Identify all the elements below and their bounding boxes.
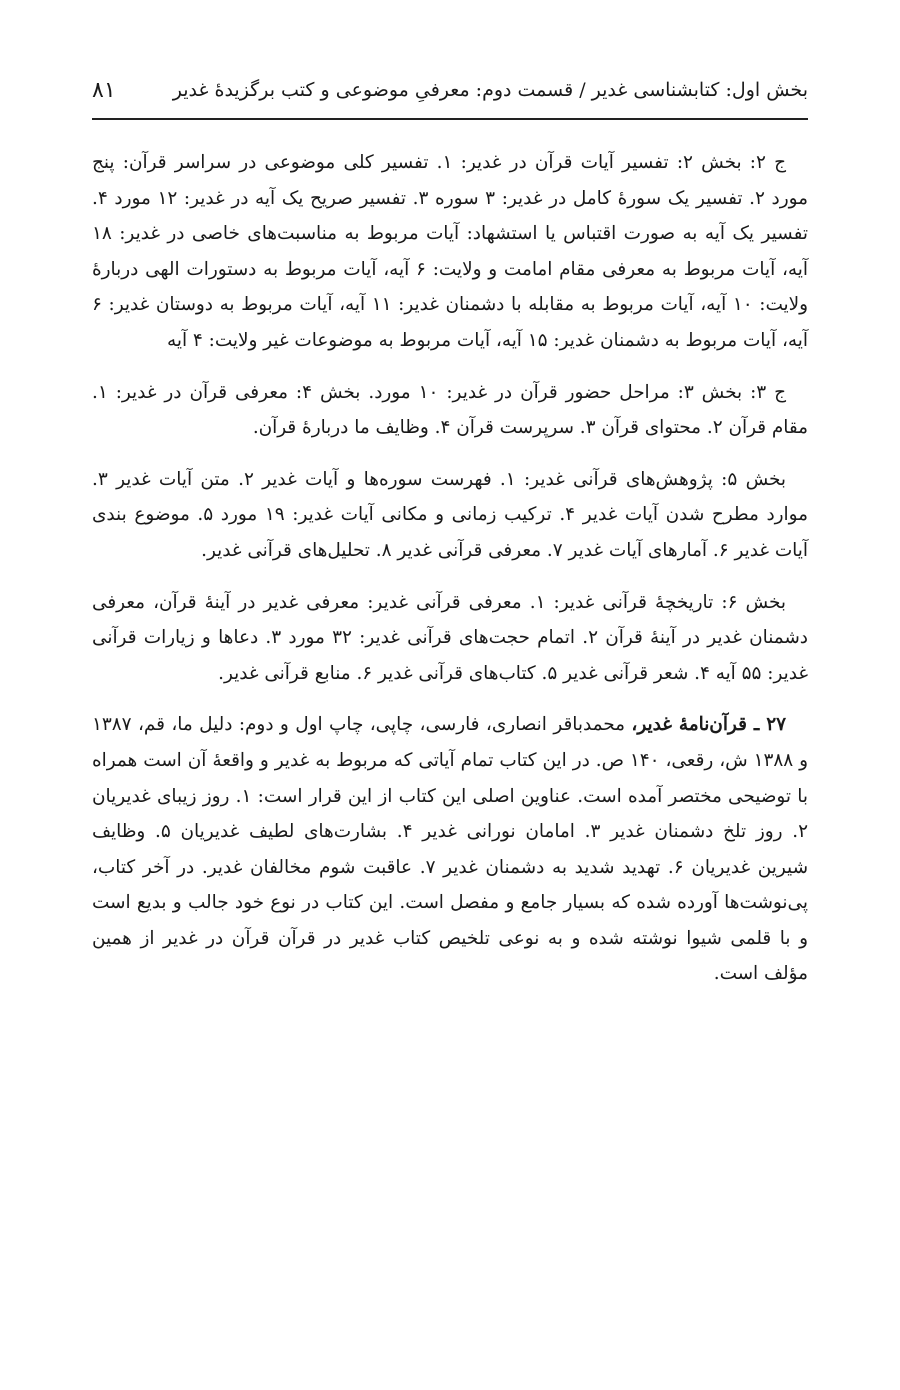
bibliography-entry-27	[92, 707, 808, 992]
page-body	[92, 145, 808, 1008]
entry-heading: ۲۷ ـ قرآن‌نامۀ غدیر،	[631, 714, 786, 736]
running-header-title: بخش اول: کتابشناسی غدیر / قسمت دوم: معرفیِ موضوعی و کتب برگزیدۀ غدیر	[172, 79, 808, 101]
running-header	[92, 72, 808, 108]
paragraph-volume-3	[92, 375, 808, 446]
paragraph-volume-2	[92, 145, 808, 359]
paragraph-text: بخش ۵: پژوهش‌های قرآنی غدیر: ۱. فهرست سوره‌ها و آیات غدیر ۲. متن آیات غدیر ۳. موارد مطرح شدن آیات غدیر ۴. ترکیب زمانی و مکانی آیات غدیر: ۱۹ مورد ۵. موضوع بندی آیات غدیر ۶. آمارهای آیات غدیر ۷. معرفی قرآنی غدیر ۸. تحلیل‌های قرآنی غدیر.	[92, 468, 808, 561]
paragraph-text: ج ۲: بخش ۲: تفسیر آیات قرآن در غدیر: ۱. تفسیر کلی موضوعی در سراسر قرآن: پنج مورد ۲. تفسیر یک سورۀ کامل در غدیر: ۳ سوره ۳. تفسیر صریح یک آیه در غدیر: ۱۲ مورد ۴. تفسیر یک آیه به صورت اقتباس یا استشهاد: آیات مربوط به مناسبت‌های خاصی در غدیر: ۱۸ آیه، آیات مربوط به معرفی مقام امامت و ولایت: ۶ آیه، آیات مربوط به دستورات الهی دربارۀ ولایت: ۱۰ آیه، آیات مربوط به مقابله با دشمنان غدیر: ۱۱ آیه، آیات مربوط به دوستان غدیر: ۶ آیه، آیات مربوط به دشمنان غدیر: ۱۵ آیه، آیات مربوط به موضوعات غیر ولایت: ۴ آیه	[92, 152, 808, 351]
paragraph-text: ج ۳: بخش ۳: مراحل حضور قرآن در غدیر: ۱۰ مورد. بخش ۴: معرفی قرآن در غدیر: ۱. مقام قرآن ۲. محتوای قرآن ۳. سرپرست قرآن ۴. وظایف ما دربارۀ قرآن.	[92, 381, 808, 439]
paragraph-text: بخش ۶: تاریخچۀ قرآنی غدیر: ۱. معرفی قرآنی غدیر: معرفی غدیر در آینۀ قرآن، معرفی دشمنان غدیر در آینۀ قرآن ۲. اتمام حجت‌های قرآنی غدیر: ۳۲ مورد ۳. دعاها و زیارات قرآنی غدیر: ۵۵ آیه ۴. شعر قرآنی غدیر ۵. کتاب‌های قرآنی غدیر ۶. منابع قرآنی غدیر.	[92, 591, 808, 684]
entry-text: محمدباقر انصاری، فارسی، چاپی، چاپ اول و دوم: دلیل ما، قم، ۱۳۸۷ و ۱۳۸۸ ش، رقعی، ۱۴۰ ص. در این کتاب تمام آیاتی که مربوط به غدیر و واقعۀ آن است همراه با توضیحی مختصر آمده است. عناوین اصلی این کتاب از این قرار است: ۱. روز زیبای غدیریان ۲. روز تلخ دشمنان غدیر ۳. امامان نورانی غدیر ۴. بشارت‌های لطیف غدیریان ۵. وظایف شیرین غدیریان ۶. تهدید شدید به دشمنان غدیر ۷. عاقبت شوم مخالفان غدیر. در آخر کتاب، پی‌نوشت‌ها آورده شده که بسیار جامع و مفصل است. این کتاب در نوع خود جالب و بدیع است و با قلمی شیوا نوشته شده و به نوعی تلخیص کتاب غدیر در قرآن قرآن در غدیر از همین مؤلف است.	[92, 714, 809, 985]
paragraph-section-5	[92, 462, 808, 569]
header-rule	[92, 118, 808, 120]
paragraph-section-6	[92, 585, 808, 692]
page-number: ۸۱	[92, 77, 116, 103]
